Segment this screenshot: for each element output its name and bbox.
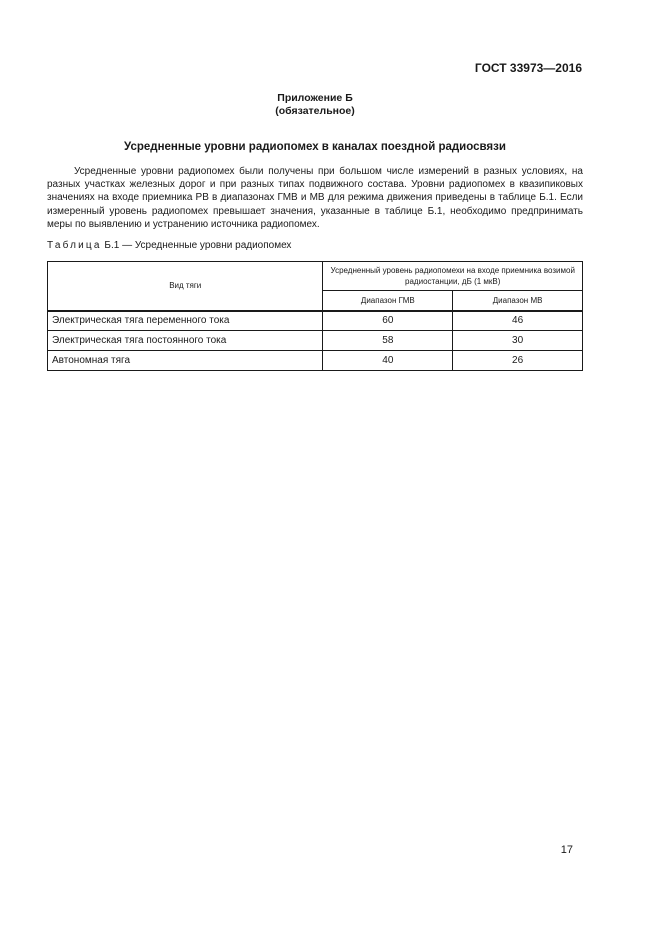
table-row — [48, 331, 583, 351]
table-caption — [47, 240, 291, 251]
table-caption-text: Б.1 — Усредненные уровни радиопомех — [101, 240, 292, 251]
row-mv-value: 30 — [453, 331, 583, 351]
table-caption-word: Таблица — [47, 240, 102, 251]
annex-heading — [47, 92, 583, 118]
header-mv: Диапазон МВ — [453, 291, 583, 311]
section-title: Усредненные уровни радиопомех в каналах поездной радиосвязи — [124, 141, 506, 153]
table-row — [48, 351, 583, 371]
row-mv-value: 26 — [453, 351, 583, 371]
row-gmv-value: 60 — [323, 311, 453, 331]
header-gmv: Диапазон ГМВ — [323, 291, 453, 311]
row-gmv-value: 40 — [323, 351, 453, 371]
header-traction-type: Вид тяги — [48, 262, 323, 311]
standard-number: ГОСТ 33973—2016 — [474, 61, 582, 75]
row-traction-type: Электрическая тяга постоянного тока — [48, 331, 323, 351]
row-traction-type: Автономная тяга — [48, 351, 323, 371]
annex-title: Приложение Б — [277, 92, 353, 104]
table-row — [48, 311, 583, 331]
row-traction-type: Электрическая тяга переменного тока — [48, 311, 323, 331]
header-level-group: Усредненный уровень радиопомехи на входе приемника возимой радиостанции, дБ (1 мкВ) — [323, 262, 583, 291]
row-gmv-value: 58 — [323, 331, 453, 351]
page-number: 17 — [560, 844, 573, 856]
levels-table — [47, 261, 583, 371]
annex-status: (обязательное) — [275, 105, 355, 117]
row-mv-value: 46 — [453, 311, 583, 331]
body-paragraph: Усредненные уровни радиопомех были получены при большом числе измерений в разных условиях, на разных участках железных дорог и при разных типах подвижного состава. Уровни радиопомех в квазипиковых значениях на входе приемника РВ в диапазонах ГМВ и МВ для режима движения приведены в таблице Б.1. Если измеренный уровень радиопомех превышает значения, указанные в таблице Б.1, необходимо предпринимать меры по выявлению и устранению источника радиопомех. — [47, 166, 583, 230]
